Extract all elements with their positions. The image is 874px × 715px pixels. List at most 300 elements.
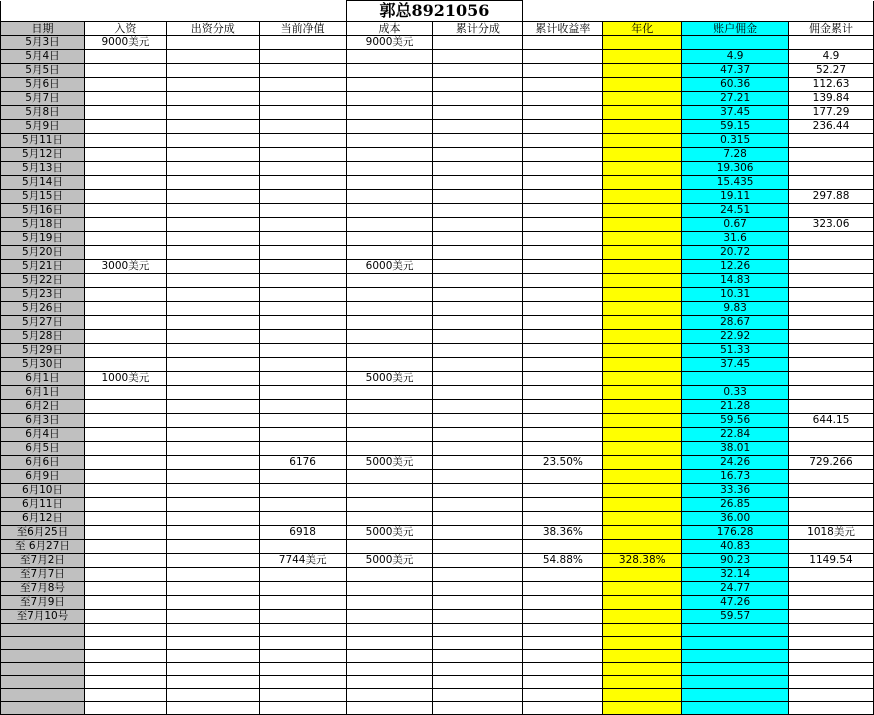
- cell-invest[interactable]: [84, 190, 166, 204]
- cell-cum-share[interactable]: [433, 218, 523, 232]
- cell-invest[interactable]: [84, 554, 166, 568]
- cell-invest[interactable]: [84, 358, 166, 372]
- cell-invest[interactable]: [84, 676, 166, 689]
- cell-commission[interactable]: 22.92: [682, 330, 789, 344]
- cell-cum-commission[interactable]: [789, 568, 874, 582]
- cell-date[interactable]: 6月5日: [1, 442, 85, 456]
- cell-date[interactable]: 至7月9日: [1, 596, 85, 610]
- cell-date[interactable]: 6月1日: [1, 372, 85, 386]
- cell-out-share[interactable]: [166, 330, 259, 344]
- cell-cum-return[interactable]: [523, 428, 603, 442]
- cell-invest[interactable]: [84, 442, 166, 456]
- cell-invest[interactable]: [84, 596, 166, 610]
- cell-net-value[interactable]: [259, 78, 346, 92]
- cell-invest[interactable]: [84, 134, 166, 148]
- cell-annualized[interactable]: [603, 386, 682, 400]
- cell-cum-commission[interactable]: 297.88: [789, 190, 874, 204]
- cell-cum-share[interactable]: [433, 650, 523, 663]
- cell-out-share[interactable]: [166, 36, 259, 50]
- cell-cost[interactable]: [346, 64, 433, 78]
- header-invest[interactable]: 入资: [84, 22, 166, 36]
- cell-annualized[interactable]: [603, 650, 682, 663]
- cell-annualized[interactable]: [603, 120, 682, 134]
- cell-annualized[interactable]: [603, 372, 682, 386]
- cell-cum-commission[interactable]: 52.27: [789, 64, 874, 78]
- cell-annualized[interactable]: [603, 218, 682, 232]
- cell-cum-commission[interactable]: [789, 288, 874, 302]
- cell-date[interactable]: 至7月2日: [1, 554, 85, 568]
- cell-commission[interactable]: 60.36: [682, 78, 789, 92]
- cell-cum-commission[interactable]: [789, 624, 874, 637]
- cell-invest[interactable]: [84, 302, 166, 316]
- cell-invest[interactable]: 3000美元: [84, 260, 166, 274]
- cell-cum-share[interactable]: [433, 330, 523, 344]
- cell-date[interactable]: 至6月25日: [1, 526, 85, 540]
- cell-commission[interactable]: [682, 637, 789, 650]
- cell-out-share[interactable]: [166, 302, 259, 316]
- cell-out-share[interactable]: [166, 568, 259, 582]
- cell-annualized[interactable]: [603, 442, 682, 456]
- cell-commission[interactable]: 37.45: [682, 358, 789, 372]
- cell-commission[interactable]: 38.01: [682, 442, 789, 456]
- cell-cum-share[interactable]: [433, 232, 523, 246]
- cell-cum-share[interactable]: [433, 302, 523, 316]
- cell-cost[interactable]: [346, 316, 433, 330]
- cell-annualized[interactable]: [603, 456, 682, 470]
- cell-date[interactable]: 5月12日: [1, 148, 85, 162]
- cell-cum-share[interactable]: [433, 498, 523, 512]
- cell-annualized[interactable]: [603, 428, 682, 442]
- cell-cost[interactable]: [346, 218, 433, 232]
- cell-commission[interactable]: 24.26: [682, 456, 789, 470]
- cell-out-share[interactable]: [166, 512, 259, 526]
- cell-date[interactable]: 至7月8号: [1, 582, 85, 596]
- cell-invest[interactable]: [84, 428, 166, 442]
- cell-cum-commission[interactable]: [789, 148, 874, 162]
- cell-out-share[interactable]: [166, 120, 259, 134]
- cell-cum-share[interactable]: [433, 442, 523, 456]
- cell-cost[interactable]: [346, 162, 433, 176]
- cell-cum-commission[interactable]: [789, 498, 874, 512]
- cell-cost[interactable]: 5000美元: [346, 554, 433, 568]
- cell-date[interactable]: 6月10日: [1, 484, 85, 498]
- cell-cum-return[interactable]: [523, 134, 603, 148]
- cell-cum-return[interactable]: [523, 372, 603, 386]
- cell-cum-commission[interactable]: 1018美元: [789, 526, 874, 540]
- cell-commission[interactable]: 14.83: [682, 274, 789, 288]
- cell-date[interactable]: 5月23日: [1, 288, 85, 302]
- cell-cum-share[interactable]: [433, 50, 523, 64]
- cell-net-value[interactable]: [259, 372, 346, 386]
- cell-out-share[interactable]: [166, 288, 259, 302]
- cell-net-value[interactable]: [259, 596, 346, 610]
- cell-invest[interactable]: [84, 689, 166, 702]
- cell-cum-return[interactable]: [523, 316, 603, 330]
- cell-cum-commission[interactable]: [789, 689, 874, 702]
- cell-cum-return[interactable]: [523, 663, 603, 676]
- cell-cum-return[interactable]: [523, 162, 603, 176]
- cell-net-value[interactable]: [259, 204, 346, 218]
- cell-net-value[interactable]: [259, 316, 346, 330]
- cell-cum-share[interactable]: [433, 246, 523, 260]
- cell-out-share[interactable]: [166, 260, 259, 274]
- cell-annualized[interactable]: [603, 637, 682, 650]
- cell-commission[interactable]: [682, 372, 789, 386]
- cell-annualized[interactable]: [603, 106, 682, 120]
- cell-cum-share[interactable]: [433, 260, 523, 274]
- cell-cum-share[interactable]: [433, 78, 523, 92]
- cell-cum-return[interactable]: [523, 386, 603, 400]
- cell-cost[interactable]: [346, 689, 433, 702]
- cell-cum-return[interactable]: [523, 260, 603, 274]
- cell-cum-return[interactable]: [523, 330, 603, 344]
- cell-invest[interactable]: [84, 64, 166, 78]
- cell-cum-share[interactable]: [433, 204, 523, 218]
- cell-cost[interactable]: 5000美元: [346, 456, 433, 470]
- cell-invest[interactable]: [84, 512, 166, 526]
- cell-out-share[interactable]: [166, 610, 259, 624]
- cell-invest[interactable]: [84, 162, 166, 176]
- cell-cum-commission[interactable]: 112.63: [789, 78, 874, 92]
- cell-cum-return[interactable]: [523, 442, 603, 456]
- cell-cum-return[interactable]: [523, 596, 603, 610]
- cell-cum-share[interactable]: [433, 120, 523, 134]
- cell-cum-return[interactable]: [523, 204, 603, 218]
- cell-cum-share[interactable]: [433, 526, 523, 540]
- cell-invest[interactable]: [84, 610, 166, 624]
- cell-annualized[interactable]: [603, 526, 682, 540]
- cell-annualized[interactable]: [603, 274, 682, 288]
- cell-invest[interactable]: [84, 92, 166, 106]
- cell-out-share[interactable]: [166, 218, 259, 232]
- cell-cost[interactable]: [346, 190, 433, 204]
- cell-cum-commission[interactable]: [789, 274, 874, 288]
- cell-cum-return[interactable]: [523, 689, 603, 702]
- cell-net-value[interactable]: [259, 582, 346, 596]
- cell-date[interactable]: 至7月7日: [1, 568, 85, 582]
- cell-commission[interactable]: 59.56: [682, 414, 789, 428]
- cell-cum-return[interactable]: [523, 676, 603, 689]
- cell-cum-return[interactable]: [523, 288, 603, 302]
- cell-annualized[interactable]: [603, 582, 682, 596]
- cell-commission[interactable]: 24.77: [682, 582, 789, 596]
- cell-commission[interactable]: 28.67: [682, 316, 789, 330]
- cell-invest[interactable]: [84, 246, 166, 260]
- cell-cum-commission[interactable]: [789, 386, 874, 400]
- cell-date[interactable]: [1, 650, 85, 663]
- cell-net-value[interactable]: [259, 36, 346, 50]
- cell-cum-commission[interactable]: [789, 637, 874, 650]
- cell-cum-commission[interactable]: 177.29: [789, 106, 874, 120]
- cell-net-value[interactable]: [259, 470, 346, 484]
- cell-cum-commission[interactable]: [789, 663, 874, 676]
- cell-cost[interactable]: [346, 50, 433, 64]
- cell-out-share[interactable]: [166, 400, 259, 414]
- cell-commission[interactable]: 19.11: [682, 190, 789, 204]
- cell-net-value[interactable]: [259, 330, 346, 344]
- cell-cum-commission[interactable]: [789, 344, 874, 358]
- cell-cost[interactable]: [346, 414, 433, 428]
- cell-cost[interactable]: [346, 484, 433, 498]
- cell-commission[interactable]: [682, 676, 789, 689]
- cell-invest[interactable]: [84, 78, 166, 92]
- cell-out-share[interactable]: [166, 540, 259, 554]
- cell-date[interactable]: 5月22日: [1, 274, 85, 288]
- cell-cum-return[interactable]: [523, 512, 603, 526]
- cell-net-value[interactable]: [259, 134, 346, 148]
- cell-annualized[interactable]: [603, 330, 682, 344]
- cell-cum-share[interactable]: [433, 358, 523, 372]
- cell-out-share[interactable]: [166, 637, 259, 650]
- cell-annualized[interactable]: [603, 92, 682, 106]
- cell-cost[interactable]: [346, 204, 433, 218]
- cell-invest[interactable]: [84, 400, 166, 414]
- cell-net-value[interactable]: [259, 162, 346, 176]
- cell-cost[interactable]: [346, 288, 433, 302]
- cell-cum-share[interactable]: [433, 92, 523, 106]
- cell-commission[interactable]: 31.6: [682, 232, 789, 246]
- cell-invest[interactable]: [84, 176, 166, 190]
- cell-cum-return[interactable]: [523, 176, 603, 190]
- cell-cum-return[interactable]: 23.50%: [523, 456, 603, 470]
- cell-annualized[interactable]: [603, 470, 682, 484]
- cell-out-share[interactable]: [166, 414, 259, 428]
- cell-out-share[interactable]: [166, 316, 259, 330]
- cell-commission[interactable]: 51.33: [682, 344, 789, 358]
- cell-invest[interactable]: [84, 624, 166, 637]
- cell-cum-share[interactable]: [433, 274, 523, 288]
- cell-cum-return[interactable]: [523, 36, 603, 50]
- cell-cum-share[interactable]: [433, 414, 523, 428]
- header-cum-return[interactable]: 累计收益率: [523, 22, 603, 36]
- cell-commission[interactable]: 0.67: [682, 218, 789, 232]
- cell-net-value[interactable]: [259, 624, 346, 637]
- cell-cum-return[interactable]: [523, 274, 603, 288]
- cell-net-value[interactable]: [259, 386, 346, 400]
- cell-cum-share[interactable]: [433, 582, 523, 596]
- cell-out-share[interactable]: [166, 372, 259, 386]
- cell-net-value[interactable]: [259, 568, 346, 582]
- cell-cum-return[interactable]: 38.36%: [523, 526, 603, 540]
- cell-cost[interactable]: [346, 498, 433, 512]
- cell-net-value[interactable]: [259, 689, 346, 702]
- cell-cum-share[interactable]: [433, 624, 523, 637]
- cell-invest[interactable]: [84, 218, 166, 232]
- cell-invest[interactable]: [84, 288, 166, 302]
- cell-date[interactable]: [1, 676, 85, 689]
- cell-annualized[interactable]: [603, 162, 682, 176]
- cell-date[interactable]: 5月19日: [1, 232, 85, 246]
- cell-cum-share[interactable]: [433, 316, 523, 330]
- cell-annualized[interactable]: [603, 414, 682, 428]
- cell-commission[interactable]: 37.45: [682, 106, 789, 120]
- cell-date[interactable]: 5月6日: [1, 78, 85, 92]
- cell-annualized[interactable]: [603, 78, 682, 92]
- cell-cost[interactable]: [346, 246, 433, 260]
- cell-invest[interactable]: [84, 568, 166, 582]
- cell-commission[interactable]: [682, 689, 789, 702]
- cell-cum-commission[interactable]: [789, 610, 874, 624]
- cell-cum-share[interactable]: [433, 344, 523, 358]
- cell-cum-return[interactable]: [523, 498, 603, 512]
- cell-annualized[interactable]: [603, 246, 682, 260]
- header-cum-commission[interactable]: 佣金累计: [789, 22, 874, 36]
- cell-cum-commission[interactable]: 139.84: [789, 92, 874, 106]
- cell-date[interactable]: 6月3日: [1, 414, 85, 428]
- cell-cost[interactable]: [346, 148, 433, 162]
- cell-cum-share[interactable]: [433, 386, 523, 400]
- cell-cost[interactable]: [346, 637, 433, 650]
- cell-cum-share[interactable]: [433, 162, 523, 176]
- cell-cum-share[interactable]: [433, 484, 523, 498]
- cell-cum-share[interactable]: [433, 596, 523, 610]
- cell-cost[interactable]: [346, 442, 433, 456]
- cell-cum-return[interactable]: [523, 358, 603, 372]
- cell-net-value[interactable]: [259, 120, 346, 134]
- cell-date[interactable]: 5月13日: [1, 162, 85, 176]
- cell-date[interactable]: 6月2日: [1, 400, 85, 414]
- cell-cum-return[interactable]: [523, 64, 603, 78]
- cell-cum-share[interactable]: [433, 36, 523, 50]
- cell-cum-return[interactable]: [523, 610, 603, 624]
- cell-net-value[interactable]: 6176: [259, 456, 346, 470]
- cell-cum-return[interactable]: [523, 582, 603, 596]
- cell-cum-share[interactable]: [433, 610, 523, 624]
- cell-commission[interactable]: 40.83: [682, 540, 789, 554]
- cell-annualized[interactable]: [603, 232, 682, 246]
- cell-out-share[interactable]: [166, 689, 259, 702]
- header-commission[interactable]: 账户佣金: [682, 22, 789, 36]
- cell-annualized[interactable]: [603, 302, 682, 316]
- cell-out-share[interactable]: [166, 92, 259, 106]
- cell-date[interactable]: 5月15日: [1, 190, 85, 204]
- cell-cum-return[interactable]: [523, 400, 603, 414]
- cell-date[interactable]: 5月27日: [1, 316, 85, 330]
- cell-cum-return[interactable]: [523, 246, 603, 260]
- cell-invest[interactable]: [84, 148, 166, 162]
- cell-cum-share[interactable]: [433, 190, 523, 204]
- cell-date[interactable]: [1, 689, 85, 702]
- cell-commission[interactable]: 20.72: [682, 246, 789, 260]
- cell-annualized[interactable]: [603, 689, 682, 702]
- cell-cum-share[interactable]: [433, 637, 523, 650]
- cell-net-value[interactable]: [259, 358, 346, 372]
- cell-net-value[interactable]: [259, 442, 346, 456]
- cell-commission[interactable]: 90.23: [682, 554, 789, 568]
- cell-cum-commission[interactable]: [789, 470, 874, 484]
- cell-cum-commission[interactable]: [789, 204, 874, 218]
- cell-out-share[interactable]: [166, 246, 259, 260]
- cell-cum-commission[interactable]: [789, 582, 874, 596]
- cell-cum-return[interactable]: [523, 78, 603, 92]
- cell-out-share[interactable]: [166, 78, 259, 92]
- cell-commission[interactable]: 22.84: [682, 428, 789, 442]
- cell-annualized[interactable]: [603, 288, 682, 302]
- cell-date[interactable]: 5月20日: [1, 246, 85, 260]
- cell-invest[interactable]: [84, 274, 166, 288]
- cell-out-share[interactable]: [166, 232, 259, 246]
- cell-commission[interactable]: 21.28: [682, 400, 789, 414]
- cell-net-value[interactable]: [259, 428, 346, 442]
- cell-cum-return[interactable]: [523, 190, 603, 204]
- cell-net-value[interactable]: [259, 190, 346, 204]
- cell-invest[interactable]: [84, 540, 166, 554]
- cell-annualized[interactable]: [603, 624, 682, 637]
- cell-invest[interactable]: [84, 120, 166, 134]
- cell-cum-share[interactable]: [433, 663, 523, 676]
- cell-invest[interactable]: [84, 702, 166, 715]
- cell-cost[interactable]: [346, 134, 433, 148]
- cell-cum-return[interactable]: 54.88%: [523, 554, 603, 568]
- cell-cum-return[interactable]: [523, 568, 603, 582]
- cell-cost[interactable]: [346, 232, 433, 246]
- header-out-share[interactable]: 出资分成: [166, 22, 259, 36]
- cell-cum-return[interactable]: [523, 344, 603, 358]
- cell-cost[interactable]: [346, 540, 433, 554]
- header-cum-share[interactable]: 累计分成: [433, 22, 523, 36]
- cell-date[interactable]: 至 6月27日: [1, 540, 85, 554]
- cell-date[interactable]: 6月12日: [1, 512, 85, 526]
- cell-commission[interactable]: 176.28: [682, 526, 789, 540]
- cell-out-share[interactable]: [166, 554, 259, 568]
- cell-cum-commission[interactable]: 644.15: [789, 414, 874, 428]
- cell-out-share[interactable]: [166, 470, 259, 484]
- cell-net-value[interactable]: [259, 260, 346, 274]
- cell-commission[interactable]: 47.37: [682, 64, 789, 78]
- cell-cum-share[interactable]: [433, 400, 523, 414]
- cell-out-share[interactable]: [166, 650, 259, 663]
- cell-date[interactable]: 5月14日: [1, 176, 85, 190]
- cell-cum-share[interactable]: [433, 148, 523, 162]
- cell-cost[interactable]: [346, 428, 433, 442]
- cell-annualized[interactable]: [603, 316, 682, 330]
- cell-out-share[interactable]: [166, 456, 259, 470]
- cell-invest[interactable]: [84, 637, 166, 650]
- cell-date[interactable]: 6月11日: [1, 498, 85, 512]
- cell-annualized[interactable]: [603, 540, 682, 554]
- cell-annualized[interactable]: [603, 64, 682, 78]
- cell-net-value[interactable]: [259, 414, 346, 428]
- cell-annualized[interactable]: [603, 50, 682, 64]
- cell-cum-commission[interactable]: [789, 512, 874, 526]
- cell-invest[interactable]: [84, 650, 166, 663]
- cell-annualized[interactable]: [603, 498, 682, 512]
- cell-cost[interactable]: [346, 663, 433, 676]
- cell-cum-return[interactable]: [523, 702, 603, 715]
- cell-invest[interactable]: [84, 414, 166, 428]
- cell-annualized[interactable]: [603, 190, 682, 204]
- cell-cum-return[interactable]: [523, 484, 603, 498]
- cell-cum-commission[interactable]: [789, 134, 874, 148]
- header-cost[interactable]: 成本: [346, 22, 433, 36]
- cell-commission[interactable]: 10.31: [682, 288, 789, 302]
- cell-net-value[interactable]: [259, 106, 346, 120]
- cell-cost[interactable]: 6000美元: [346, 260, 433, 274]
- cell-cum-return[interactable]: [523, 232, 603, 246]
- cell-date[interactable]: 6月9日: [1, 470, 85, 484]
- cell-invest[interactable]: [84, 50, 166, 64]
- cell-cum-return[interactable]: [523, 92, 603, 106]
- cell-date[interactable]: 至7月10号: [1, 610, 85, 624]
- cell-cum-return[interactable]: [523, 120, 603, 134]
- cell-invest[interactable]: [84, 204, 166, 218]
- cell-invest[interactable]: [84, 330, 166, 344]
- cell-out-share[interactable]: [166, 358, 259, 372]
- cell-date[interactable]: 5月18日: [1, 218, 85, 232]
- cell-out-share[interactable]: [166, 204, 259, 218]
- cell-commission[interactable]: 7.28: [682, 148, 789, 162]
- cell-annualized[interactable]: [603, 484, 682, 498]
